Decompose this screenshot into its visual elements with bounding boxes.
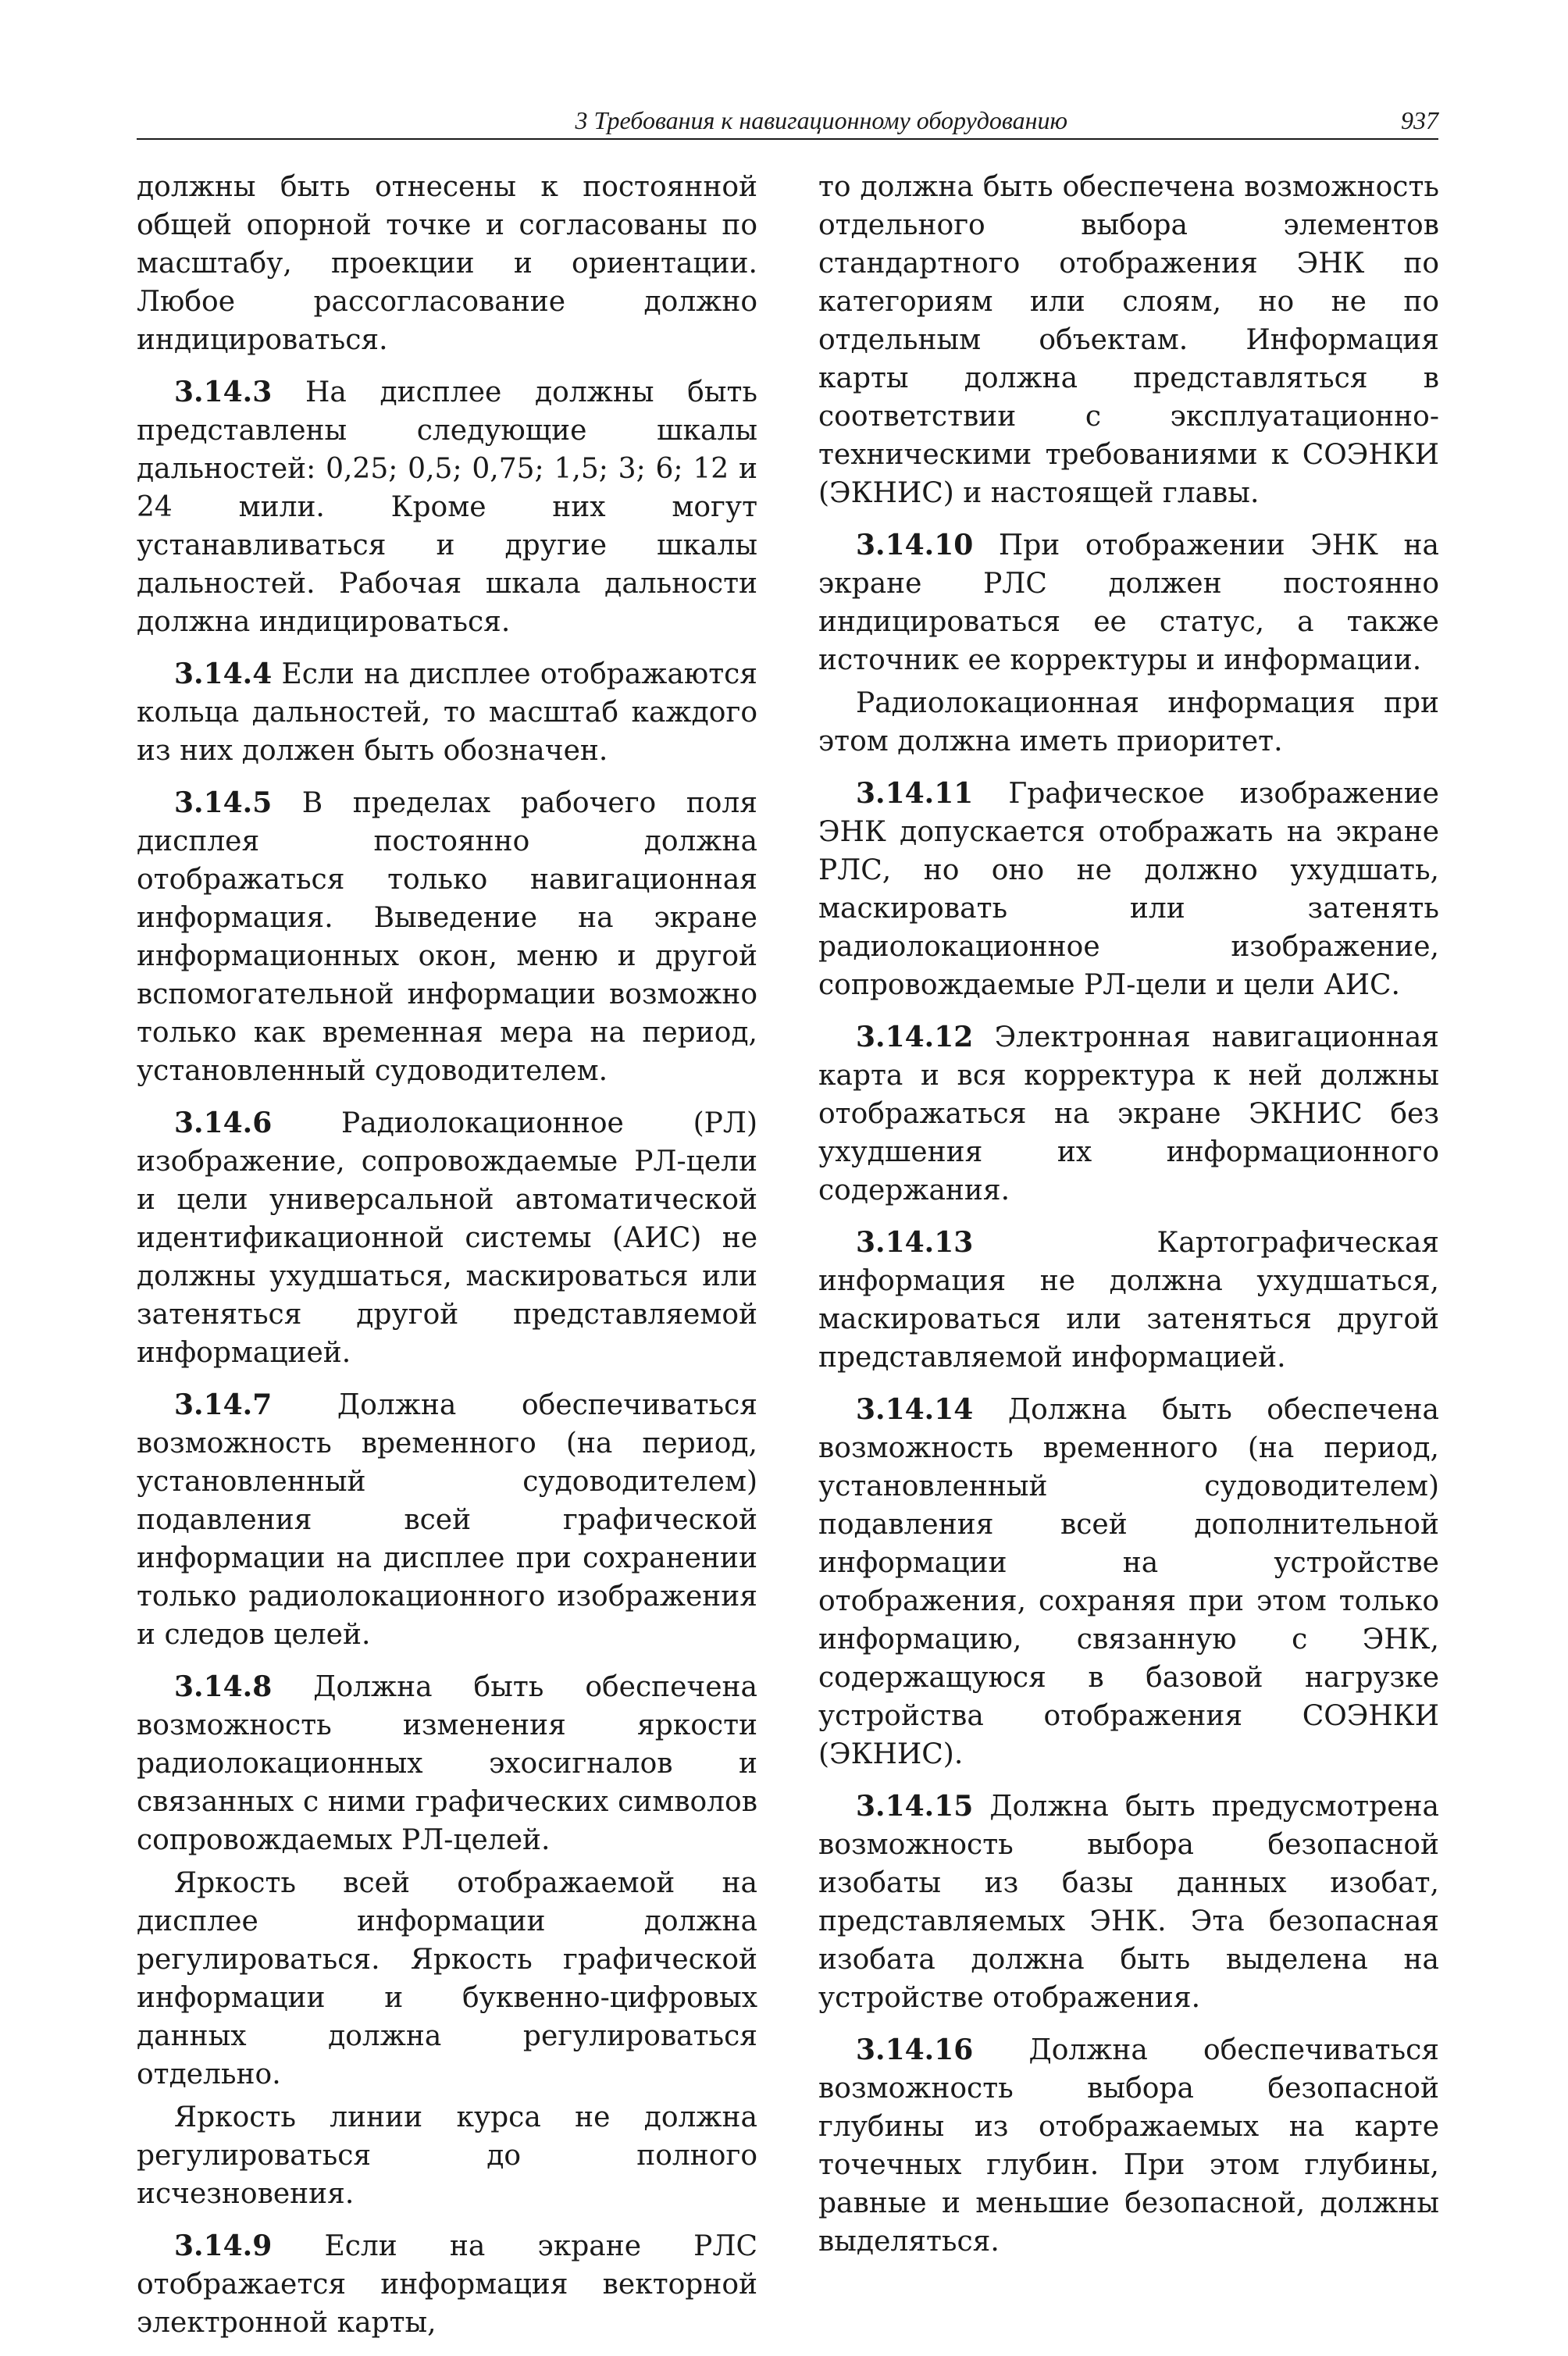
running-header (137, 103, 1438, 140)
paragraph-text: Графическое изображение ЭНК допускается отображать на экране РЛС, но оно не должно ухудшать, маскировать или затенять радиолокационное изображение, сопровождаемые РЛ-цели и цели АИС. (818, 778, 1439, 1001)
paragraph-text: то должна быть обеспечена возможность отдельного выбора элементов стандартного отображения ЭНК по категориям или слоям, но не по отдельным объектам. Информация карты должна представляться в соответствии с эксплуатационно-техническими требованиями к СОЭНКИ (ЭКНИС) и настоящей главы. (818, 171, 1439, 509)
right-column (818, 168, 1439, 2275)
section-number: 3.14.6 (174, 1107, 273, 1139)
paragraph-text: Должна быть предусмотрена возможность выбора безопасной изобаты из базы данных изобат, представляемых ЭНК. Эта безопасная изобата должна быть выделена на устройстве отображения. (818, 1791, 1439, 2014)
section-number: 3.14.8 (174, 1670, 273, 1703)
section-number: 3.14.15 (856, 1790, 974, 1823)
paragraph-3-14-3 (137, 373, 757, 641)
paragraph-3-14-13 (818, 1224, 1439, 1377)
paragraph-text: Радиолокационное (РЛ) изображение, сопровождаемые РЛ-цели и цели универсальной автоматической идентификационной системы (АИС) не должны ухудшаться, маскироваться или затеняться другой представляемой информацией. (137, 1107, 757, 1369)
paragraph-text: Яркость линии курса не должна регулироваться до полного исчезновения. (137, 2101, 757, 2210)
page-number: 937 (1401, 106, 1438, 134)
paragraph-text: должны быть отнесены к постоянной общей опорной точке и согласованы по масштабу, проекции и ориентации. Любое рассогласование должно индицироваться. (137, 171, 757, 356)
paragraph-3-14-9 (137, 2227, 757, 2342)
paragraph-text: Картографическая информация не должна ухудшаться, маскироваться или затеняться другой представляемой информацией. (818, 1227, 1439, 1374)
paragraph-3-14-5 (137, 784, 757, 1090)
paragraph-text: Если на экране РЛС отображается информация векторной электронной карты, (137, 2230, 757, 2339)
paragraph-heading-line (137, 2098, 757, 2213)
paragraph-text: Яркость всей отображаемой на дисплее информации должна регулироваться. Яркость графической информации и буквенно-цифровых данных должна регулироваться отдельно. (137, 1867, 757, 2090)
paragraph-text: На дисплее должны быть представлены следующие шкалы дальностей: 0,25; 0,5; 0,75; 1,5; 3; 6; 12 и 24 мили. Кроме них могут устанавливаться и другие шкалы дальностей. Рабочая шкала дальности должна индицироваться. (137, 376, 758, 638)
paragraph-text: Должна обеспечиваться возможность выбора безопасной глубины из отображаемых на карте точечных глубин. При этом глубины, равные и меньшие безопасной, должны выделяться. (818, 2034, 1439, 2258)
paragraph-3-14-8 (137, 1668, 757, 1859)
paragraph-3-14-14 (818, 1391, 1439, 1773)
paragraph-text: Радиолокационная информация при этом должна иметь приоритет. (818, 687, 1439, 757)
section-number: 3.14.4 (174, 658, 273, 690)
paragraph-3-14-4 (137, 655, 757, 770)
paragraph-text: Если на дисплее отображаются кольца дальностей, то масштаб каждого из них должен быть обозначен. (137, 658, 757, 767)
paragraph-text: Электронная навигационная карта и вся корректура к ней должны отображаться на экране ЭКНИС без ухудшения их информационного содержания. (818, 1021, 1439, 1207)
paragraph-3-14-15 (818, 1787, 1439, 2017)
paragraph-3-14-12 (818, 1018, 1439, 1210)
section-number: 3.14.16 (856, 2033, 974, 2066)
paragraph-text: Должна быть обеспечена возможность изменения яркости радиолокационных эхосигналов и связанных с ними графических символов сопровождаемых РЛ-целей. (137, 1671, 757, 1856)
section-number: 3.14.9 (174, 2229, 273, 2262)
paragraph-3-14-11 (818, 775, 1439, 1004)
section-number: 3.14.13 (856, 1226, 974, 1259)
section-number: 3.14.5 (174, 786, 273, 819)
paragraph-3-14-6 (137, 1104, 757, 1372)
section-number: 3.14.11 (856, 777, 974, 810)
paragraph-continuation (818, 168, 1439, 512)
header-title: 3 Требования к навигационному оборудованию (575, 106, 1067, 134)
paragraph-continuation (137, 168, 757, 359)
section-number: 3.14.3 (174, 376, 273, 408)
section-number: 3.14.10 (856, 529, 974, 561)
paragraph-3-14-10 (818, 526, 1439, 679)
paragraph-3-14-7 (137, 1386, 757, 1654)
paragraph-brightness (137, 1864, 757, 2094)
paragraph-text: При отображении ЭНК на экране РЛС должен постоянно индицироваться ее статус, а также источник ее корректуры и информации. (818, 529, 1439, 676)
paragraph-radar-priority (818, 684, 1439, 761)
paragraph-text: Должна обеспечиваться возможность временного (на период, установленный судоводителем) подавления всей графической информации на дисплее при сохранении только радиолокационного изображения и следов целей. (137, 1389, 757, 1651)
section-number: 3.14.14 (856, 1393, 974, 1426)
section-number: 3.14.7 (174, 1388, 273, 1421)
paragraph-text: В пределах рабочего поля дисплея постоянно должна отображаться только навигационная информация. Выведение на экране информационных окон, меню и другой вспомогательной информации возможно только как временная мера на период, установленный судоводителем. (137, 787, 757, 1087)
paragraph-3-14-16 (818, 2031, 1439, 2261)
left-column (137, 168, 757, 2356)
paragraph-text: Должна быть обеспечена возможность временного (на период, установленный судоводителем) подавления всей дополнительной информации на устройстве отображения, сохраняя при этом только информацию, связанную с ЭНК, содержащуюся в базовой нагрузке устройства отображения СОЭНКИ (ЭКНИС). (818, 1394, 1439, 1770)
section-number: 3.14.12 (856, 1021, 974, 1053)
